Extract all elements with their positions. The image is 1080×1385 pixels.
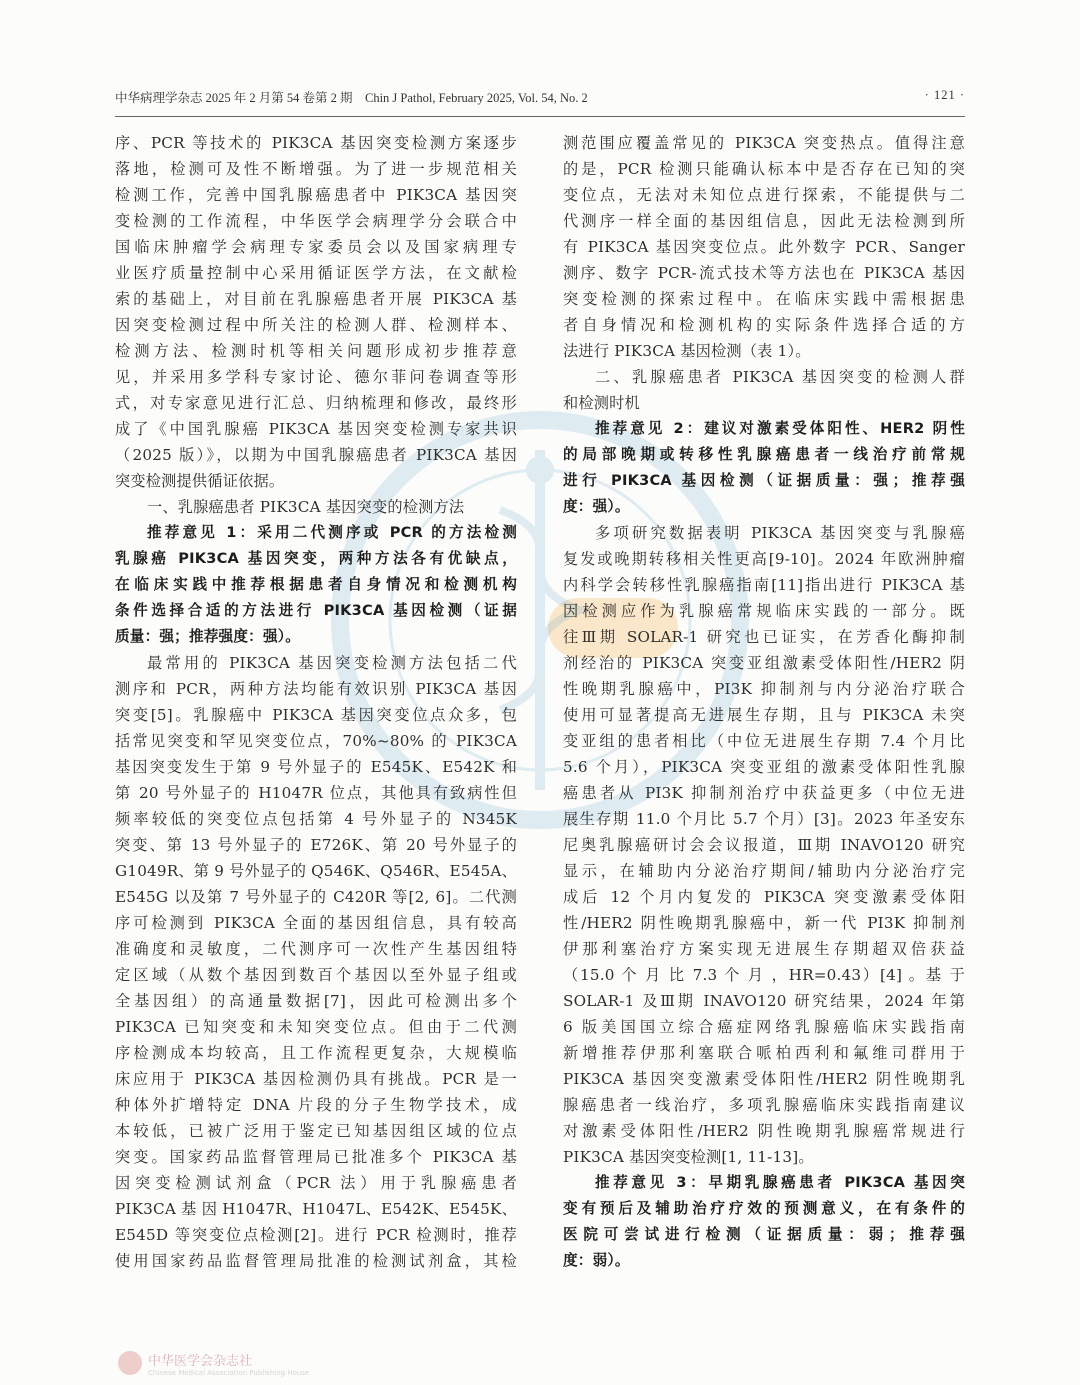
recommendation-line: 推荐意见 3：早期乳腺癌患者 PIK3CA 基因突 [595,1174,965,1191]
text-line: PIK3CA 基因突变激素受体阳性/HER2 阴性晚期乳 [563,1070,965,1088]
left-column [115,130,517,1360]
section-heading: 一、乳腺癌患者 PIK3CA 基因突变的检测方法 [147,498,465,516]
text-line: 对激素受体阳性/HER2 阴性晚期乳腺癌常规进行 [563,1122,965,1140]
running-header [115,86,965,110]
recommendation-line: 条件选择合适的方法进行 PIK3CA 基因检测（证据 [115,602,517,619]
text-line: PIK3CA 基因突变检测[1, 11-13]。 [563,1148,814,1166]
recommendation-line: 质量：强；推荐强度：强）。 [115,628,301,645]
text-line: 性晚期乳腺癌中，PI3K 抑制剂与内分泌治疗联合 [563,680,965,698]
recommendation-line: 乳腺癌 PIK3CA 基因突变，两种方法各有优缺点， [115,550,517,567]
text-line: 伊那利塞治疗方案实现无进展生存期超双倍获益 [563,940,965,958]
text-line: 代测序一样全面的基因组信息，因此无法检测到所 [563,212,965,230]
recommendation-line: 推荐意见 2：建议对激素受体阳性、HER2 阴性 [595,420,965,437]
text-line: 的是，PCR 检测只能确认标本中是否存在已知的突 [563,160,965,178]
text-line: 测范围应覆盖常见的 PIK3CA 突变热点。值得注意 [563,134,965,152]
recommendation-line: 在临床实践中推荐根据患者自身情况和检测机构 [115,576,517,593]
recommendation-line: 医院可尝试进行检测（证据质量：弱；推荐强 [563,1226,965,1243]
text-line: 业医疗质量控制中心采用循证医学方法，在文献检 [115,264,517,282]
text-line: 突变、第 13 号外显子的 E726K、第 20 号外显子的 [115,836,517,854]
text-line: 二、乳腺癌患者 PIK3CA 基因突变的检测人群 [595,368,965,386]
text-line: PIK3CA 基 因 H1047R、H1047L、E542K、E545K、 [115,1200,517,1218]
text-line: 内科学会转移性乳腺癌指南[11]指出进行 PIK3CA 基 [563,576,965,594]
text-line: 检测工作，完善中国乳腺癌患者中 PIK3CA 基因突 [115,186,517,204]
text-line: PIK3CA 已知突变和未知突变位点。但由于二代测 [115,1018,517,1036]
publisher-name: 中华医学会杂志社 [148,1353,253,1369]
text-line: 法进行 PIK3CA 基因检测（表 1）。 [563,342,811,360]
flower-logo-icon [118,1351,142,1375]
text-line: 测序和 PCR，两种方法均能有效识别 PIK3CA 基因 [115,680,517,698]
text-line: 往Ⅲ期 SOLAR-1 研究也已证实，在芳香化酶抑制 [563,628,965,646]
recommendation-line: 的局部晚期或转移性乳腺癌患者一线治疗前常规 [563,446,965,463]
text-line: 国临床肿瘤学会病理专家委员会以及国家病理专 [115,238,517,256]
text-line: 种体外扩增特定 DNA 片段的分子生物学技术，成 [115,1096,517,1114]
text-line: 展生存期 11.0 个月比 5.7 个月）[3]。2023 年圣安东 [563,810,965,828]
recommendation-line: 度：弱）。 [563,1252,630,1269]
recommendation-line: 进行 PIK3CA 基因检测（证据质量：强；推荐强 [563,472,965,489]
text-line: 6 版美国国立综合癌症网络乳腺癌临床实践指南 [563,1018,965,1036]
text-line: 使用国家药品监督管理局批准的检测试剂盒，其检 [115,1252,517,1270]
text-line: 检测方法、检测时机等相关问题形成初步推荐意 [115,342,517,360]
text-line: 变检测的工作流程，中华医学会病理学分会联合中 [115,212,517,230]
text-line: 变位点，无法对未知位点进行探索，不能提供与二 [563,186,965,204]
recommendation-line: 度：强）。 [563,498,630,515]
text-line: 式，对专家意见进行汇总、归纳梳理和修改，最终形 [115,394,517,412]
right-column [563,130,965,1360]
text-line: 成了《中国乳腺癌 PIK3CA 基因突变检测专家共识 [115,420,517,438]
text-line: 测序、数字 PCR-流式技术等方法也在 PIK3CA 基因 [563,264,965,282]
text-line: 全基因组）的高通量数据[7]，因此可检测出多个 [115,992,517,1010]
text-line: 准确度和灵敏度，二代测序可一次性产生基因组特 [115,940,517,958]
text-line: 频率较低的突变位点包括第 4 号外显子的 N345K [115,810,517,828]
publisher-logo [118,1348,309,1378]
recommendation-line: 推荐意见 1：采用二代测序或 PCR 的方法检测 [147,524,517,541]
text-line: SOLAR-1 及Ⅲ期 INAVO120 研究结果，2024 年第 [563,992,965,1010]
text-line: 成后 12 个月内复发的 PIK3CA 突变激素受体阳 [563,888,965,906]
text-line: 使用可显著提高无进展生存期，且与 PIK3CA 未突 [563,706,965,724]
text-line: 突变检测提供循证依据。 [115,472,285,490]
text-line: （15.0 个 月 比 7.3 个 月 ，HR=0.43）[4] 。基 于 [563,966,965,984]
text-line: E545G 以及第 7 号外显子的 C420R 等[2, 6]。二代测 [115,888,517,906]
text-line: 和检测时机 [563,394,640,412]
text-line: 剂经治的 PIK3CA 突变亚组激素受体阳性/HER2 阴 [563,654,965,672]
text-line: 最常用的 PIK3CA 基因突变检测方法包括二代 [147,654,517,672]
text-line: 本较低，已被广泛用于鉴定已知基因组区域的位点 [115,1122,517,1140]
text-line: 腺癌患者一线治疗，多项乳腺癌临床实践指南建议 [563,1096,965,1114]
text-line: 多项研究数据表明 PIK3CA 基因突变与乳腺癌 [595,524,965,542]
text-line: 序可检测到 PIK3CA 全面的基因组信息，具有较高 [115,914,517,932]
text-line: 复发或晚期转移相关性更高[9-10]。2024 年欧洲肿瘤 [563,550,965,568]
text-line: 尼奥乳腺癌研讨会会议报道，Ⅲ期 INAVO120 研究 [563,836,965,854]
text-line: G1049R、第 9 号外显子的 Q546K、Q546R、E545A、 [115,862,517,880]
text-line: 有 PIK3CA 基因突变位点。此外数字 PCR、Sanger [563,238,965,256]
recommendation-line: 变有预后及辅助治疗疗效的预测意义，在有条件的 [563,1200,965,1217]
text-line: 因突变检测过程中所关注的检测人群、检测样本、 [115,316,517,334]
text-line: E545D 等突变位点检测[2]。进行 PCR 检测时，推荐 [115,1226,517,1244]
text-line: 者自身情况和检测机构的实际条件选择合适的方 [563,316,965,334]
publisher-name-en: Chinese Medical Association Publishing House [148,1368,310,1377]
text-line: 因突变检测试剂盒（PCR 法）用于乳腺癌患者 [115,1174,517,1192]
text-line: 定区域（从数个基因到数百个基因以至外显子组或 [115,966,517,984]
text-line: 显示，在辅助内分泌治疗期间/辅助内分泌治疗完 [563,862,965,880]
text-line: 床应用于 PIK3CA 基因检测仍具有挑战。PCR 是一 [115,1070,517,1088]
journal-citation: 中华病理学杂志 2025 年 2 月第 54 卷第 2 期 Chin J Pathol, February 2025, Vol. 54, No. 2 [115,91,588,105]
text-line: 性/HER2 阴性晚期乳腺癌中，新一代 PI3K 抑制剂 [563,914,965,932]
page-number: · 121 · [924,88,965,102]
text-line: 新增推荐伊那利塞联合哌柏西利和氟维司群用于 [563,1044,965,1062]
text-line: 括常见突变和罕见突变位点，70%~80% 的 PIK3CA [115,732,517,750]
text-line: 基因突变发生于第 9 号外显子的 E545K、E542K 和 [115,758,517,776]
text-line: 第 20 号外显子的 H1047R 位点，其他具有致病性但 [115,784,517,802]
text-line: 5.6 个月），PIK3CA 突变亚组的激素受体阳性乳腺 [563,758,965,776]
text-line: 变亚组的患者相比（中位无进展生存期 7.4 个月比 [563,732,965,750]
header-rule [115,116,965,117]
text-line: 见，并采用多学科专家讨论、德尔菲问卷调查等形 [115,368,517,386]
text-line: （2025 版）》，以期为中国乳腺癌患者 PIK3CA 基因 [115,446,517,464]
text-line: 突变。国家药品监督管理局已批准多个 PIK3CA 基 [115,1148,517,1166]
text-line: 序检测成本均较高，且工作流程更复杂，大规模临 [115,1044,517,1062]
text-line: 序、PCR 等技术的 PIK3CA 基因突变检测方案逐步 [115,134,517,152]
text-line: 落地，检测可及性不断增强。为了进一步规范相关 [115,160,517,178]
text-line: 因检测应作为乳腺癌常规临床实践的一部分。既 [563,602,965,620]
text-line: 突变[5]。乳腺癌中 PIK3CA 基因突变位点众多，包 [115,706,517,724]
text-line: 索的基础上，对目前在乳腺癌患者开展 PIK3CA 基 [115,290,517,308]
text-line: 癌患者从 PI3K 抑制剂治疗中获益更多（中位无进 [563,784,965,802]
text-line: 突变检测的探索过程中。在临床实践中需根据患 [563,290,965,308]
